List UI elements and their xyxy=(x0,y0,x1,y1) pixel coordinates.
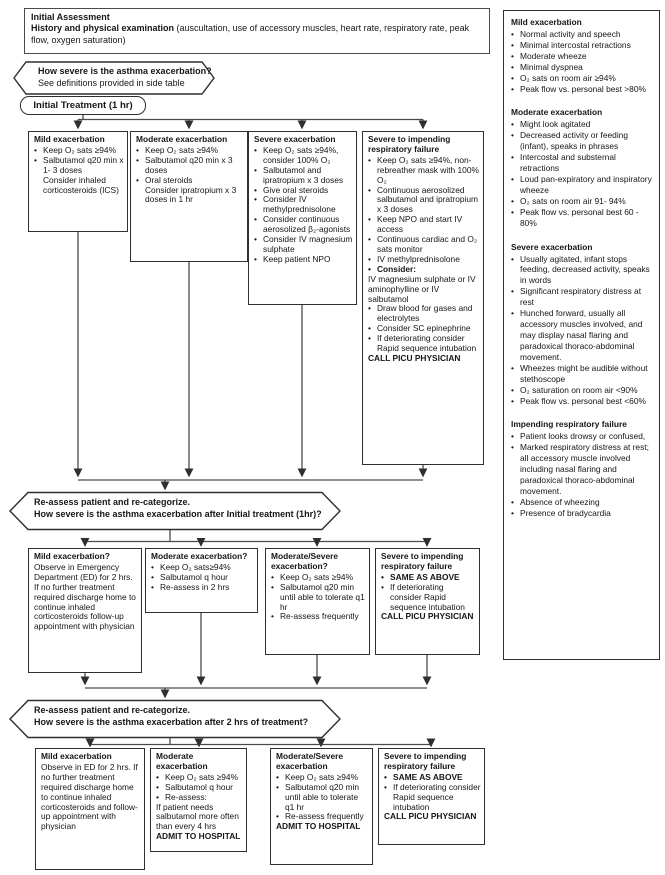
bullet-marker: • xyxy=(156,781,159,792)
box-title: Severe to impending respiratory failure xyxy=(381,551,464,571)
reassess1-line1: Re-assess patient and re-categorize. xyxy=(34,497,191,507)
bullet-item: • Loud pan-expiratory and inspiratory wheeze xyxy=(511,173,652,195)
text-line: CALL PICU PHYSICIAN xyxy=(381,611,474,622)
text-line: CALL PICU PHYSICIAN xyxy=(368,352,461,363)
history-exam-rest: (auscultation, use of accessory muscles, heart rate, respiratory rate, peak flow, oxygen saturation) xyxy=(31,23,470,45)
box-items xyxy=(368,156,480,364)
bullet-marker: • xyxy=(381,571,384,582)
bullet-item: • Keep O₂ sats≥94% xyxy=(151,561,231,572)
text-line: If patient needs salbutamol more often than every 4 hrs xyxy=(156,801,239,832)
bullet-item: • Salbutamol q20 min x 3 doses xyxy=(136,154,233,175)
bullet-item: • Decreased activity or feeding (infant), speaks in phrases xyxy=(511,130,628,152)
bullet-item: • Oral steroids xyxy=(136,174,193,185)
bullet-item: • Consider: xyxy=(368,263,417,274)
bullet-marker: • xyxy=(511,431,514,442)
bullet-item: • Re-assess frequently xyxy=(271,611,359,622)
bullet-item: • Consider continuous aerosolized β₂-agonists xyxy=(254,214,351,235)
bullet-marker: • xyxy=(254,194,257,205)
box-title: Severe to impending respiratory failure xyxy=(384,751,467,771)
bullet-item: • Might look agitated xyxy=(511,119,591,130)
severity-definitions-table xyxy=(503,10,660,660)
initial-treatment-pill xyxy=(20,96,146,115)
bullet-marker: • xyxy=(368,154,371,165)
reassess2-line1: Re-assess patient and re-categorize. xyxy=(34,705,191,715)
bullet-item: • SAME AS ABOVE xyxy=(381,571,460,582)
bullet-item: • Salbutamol q20 min until able to tolerate q1 hr xyxy=(271,581,365,612)
severity-question-line1: How severe is the asthma exacerbation? xyxy=(38,66,212,76)
box-items xyxy=(41,763,141,832)
bullet-item: • SAME AS ABOVE xyxy=(384,771,463,782)
bullet-item: • Hunched forward, usually all accessory muscles involved, and may display nasal flaring and paradoxical thoraco-abdominal movement. xyxy=(511,308,643,362)
bullet-marker: • xyxy=(511,28,514,39)
bullet-item: • Salbutamol q hour xyxy=(151,571,228,582)
bullet-marker: • xyxy=(276,811,279,822)
box-title: Moderate exacerbation? xyxy=(151,551,248,561)
bullet-item: • Salbutamol q20 min until able to tolerate q1 hr xyxy=(276,781,360,812)
bullet-item: • Re-assess in 2 hrs xyxy=(151,581,230,592)
box-items xyxy=(156,773,243,842)
bullet-item: • If deteriorating consider Rapid sequence intubation xyxy=(368,333,477,354)
bullet-marker: • xyxy=(511,173,514,184)
bullet-item: • Keep O₂ sats ≥94% xyxy=(156,771,239,782)
section-title: Severe exacerbation xyxy=(511,241,593,252)
bullet-marker: • xyxy=(511,286,514,297)
bullet-item: • Draw blood for gases and electrolytes xyxy=(368,303,473,324)
box-title: Mild exacerbation xyxy=(41,751,112,761)
initial-assessment-box xyxy=(24,8,490,54)
section-items xyxy=(511,254,654,407)
bullet-marker: • xyxy=(271,611,274,622)
bullet-marker: • xyxy=(511,206,514,217)
text-line: Observe in ED for 2 hrs. If no further treatment required discharge home to continue inhaled corticosteroids and follow-up appointment with physician xyxy=(41,761,138,832)
box-row2-mild xyxy=(28,548,142,673)
definition-section-moderate xyxy=(511,107,654,228)
box-row3-mild xyxy=(35,748,145,870)
bullet-marker: • xyxy=(511,152,514,163)
bullet-marker: • xyxy=(254,214,257,225)
bullet-marker: • xyxy=(511,496,514,507)
text-line: Observe in Emergency Department (ED) for 2 hrs. If no further treatment required discharge home to continue inhaled corticosteroids follow-up appointment with physician xyxy=(34,561,136,632)
box-title: Mild exacerbation? xyxy=(34,551,110,561)
bullet-item: • Peak flow vs. personal best 60 - 80% xyxy=(511,206,639,228)
bullet-marker: • xyxy=(511,253,514,264)
bullet-marker: • xyxy=(511,72,514,83)
bullet-item: • Absence of wheezing xyxy=(511,496,600,507)
box-row2-impending xyxy=(375,548,480,655)
box-title: Moderate exacerbation xyxy=(136,134,228,144)
text-line: ADMIT TO HOSPITAL xyxy=(156,831,241,842)
section-items xyxy=(511,119,654,228)
bullet-marker: • xyxy=(511,362,514,373)
bullet-marker: • xyxy=(511,39,514,50)
bullet-item: • Keep O₂ sats ≥94%, consider 100% O₂ xyxy=(254,144,339,165)
section-title: Moderate exacerbation xyxy=(511,107,603,118)
box-title: Severe to impending respiratory failure xyxy=(368,134,451,154)
bullet-marker: • xyxy=(511,50,514,61)
bullet-item: • Keep O₂ sats ≥94% xyxy=(271,571,354,582)
bullet-marker: • xyxy=(254,164,257,175)
bullet-item: • Moderate wheeze xyxy=(511,50,587,61)
box-row1-moderate xyxy=(130,131,248,262)
bullet-marker: • xyxy=(136,174,139,185)
bullet-item: • Keep O₂ sats ≥94% xyxy=(276,771,359,782)
bullet-item: • Keep O₂ sats ≥94% xyxy=(136,144,219,155)
text-line: Consider ipratropium x 3 doses in 1 hr xyxy=(145,184,237,205)
box-items xyxy=(151,563,254,593)
bullet-marker: • xyxy=(151,561,154,572)
bullet-item: • Consider SC epinephrine xyxy=(368,323,471,334)
box-title: Moderate exacerbation xyxy=(156,751,208,771)
bullet-marker: • xyxy=(254,144,257,155)
bullet-item: • Significant respiratory distress at rest xyxy=(511,286,642,308)
box-row1-severe xyxy=(248,131,357,305)
section-title: Impending respiratory failure xyxy=(511,419,627,430)
bullet-marker: • xyxy=(276,771,279,782)
bullet-marker: • xyxy=(151,571,154,582)
box-row3-impending xyxy=(378,748,485,845)
section-items xyxy=(511,29,654,95)
bullet-marker: • xyxy=(511,195,514,206)
text-line: IV magnesium sulphate or IV aminophylline or IV salbutamol xyxy=(368,273,476,304)
history-exam-lead: History and physical examination xyxy=(31,23,175,34)
initial-treatment-label: Initial Treatment (1 hr) xyxy=(33,100,133,111)
bullet-item: • Patient looks drowsy or confused, xyxy=(511,431,646,442)
bullet-item: • Consider IV methylprednisolone xyxy=(254,194,336,215)
bullet-item: • If deteriorating consider Rapid sequence intubation xyxy=(381,581,465,612)
text-line: Consider inhaled corticosteroids (ICS) xyxy=(43,174,119,195)
bullet-marker: • xyxy=(511,119,514,130)
initial-assessment-text xyxy=(31,23,483,46)
bullet-item: • Continuous cardiac and O₂ sats monitor xyxy=(368,234,478,254)
bullet-marker: • xyxy=(368,214,371,225)
bullet-marker: • xyxy=(368,234,371,245)
bullet-marker: • xyxy=(368,303,371,314)
bullet-marker: • xyxy=(381,581,384,592)
bullet-item: • Minimal dyspnea xyxy=(511,61,583,72)
bullet-marker: • xyxy=(511,308,514,319)
box-row2-moderate xyxy=(145,548,258,613)
bullet-item: • O₂ sats on room air ≥94% xyxy=(511,72,616,83)
bullet-marker: • xyxy=(34,154,37,165)
bullet-marker: • xyxy=(511,395,514,406)
box-row1-impending xyxy=(362,131,484,465)
bullet-marker: • xyxy=(384,771,387,782)
bullet-marker: • xyxy=(156,771,159,782)
bullet-marker: • xyxy=(254,184,257,195)
bullet-marker: • xyxy=(156,791,159,802)
box-title: Mild exacerbation xyxy=(34,134,105,144)
bullet-marker: • xyxy=(368,184,371,195)
bullet-item: • Salbutamol and ipratropium x 3 doses xyxy=(254,164,344,185)
box-items xyxy=(136,146,244,205)
reassess1-hexagon xyxy=(10,492,340,530)
bullet-item: • IV methylprednisolone xyxy=(368,253,460,264)
initial-assessment-title: Initial Assessment xyxy=(31,12,110,22)
bullet-item: • Re-assess: xyxy=(156,791,207,802)
box-title: Severe exacerbation xyxy=(254,134,336,144)
bullet-item: • Keep O₂ sats ≥94% xyxy=(34,144,117,155)
bullet-item: • Give oral steroids xyxy=(254,184,329,195)
bullet-item: • O₂ sats on room air 91- 94% xyxy=(511,195,626,206)
bullet-item: • Presence of bradycardia xyxy=(511,507,611,518)
bullet-marker: • xyxy=(511,384,514,395)
bullet-marker: • xyxy=(368,333,371,344)
box-items xyxy=(254,146,353,265)
bullet-item: • If deteriorating consider Rapid sequence intubation xyxy=(384,781,481,812)
box-row3-moderate-severe xyxy=(270,748,373,865)
bullet-marker: • xyxy=(368,263,371,274)
bullet-item: • Continuous aerosolized salbutamol and ipratropium x 3 doses xyxy=(368,184,479,215)
definition-section-mild xyxy=(511,17,654,94)
bullet-item: • Salbutamol q hour xyxy=(156,781,233,792)
box-items xyxy=(384,773,481,823)
bullet-item: • Usually agitated, infant stops feeding, decreased activity, speaks in words xyxy=(511,253,650,286)
bullet-item: • Re-assess frequently xyxy=(276,811,364,822)
bullet-item: • Peak flow vs. personal best <60% xyxy=(511,395,646,406)
text-line: CALL PICU PHYSICIAN xyxy=(384,811,477,822)
bullet-marker: • xyxy=(384,781,387,792)
reassess2-line2: How severe is the asthma exacerbation after 2 hrs of treatment? xyxy=(34,717,309,728)
box-items xyxy=(276,773,369,832)
bullet-marker: • xyxy=(511,61,514,72)
severity-question-hexagon xyxy=(14,62,214,94)
bullet-marker: • xyxy=(368,323,371,334)
reassess2-hexagon xyxy=(10,700,340,738)
box-items xyxy=(34,563,138,632)
bullet-item: • Keep NPO and start IV access xyxy=(368,214,463,235)
box-items xyxy=(271,573,366,623)
bullet-marker: • xyxy=(254,253,257,264)
section-title: Mild exacerbation xyxy=(511,17,582,27)
box-row1-mild xyxy=(28,131,128,232)
bullet-marker: • xyxy=(136,154,139,165)
bullet-item: • Intercostal and substernal retractions xyxy=(511,152,616,174)
bullet-marker: • xyxy=(511,442,514,453)
box-row3-moderate xyxy=(150,748,247,852)
definition-section-severe xyxy=(511,242,654,407)
bullet-marker: • xyxy=(511,130,514,141)
bullet-marker: • xyxy=(511,507,514,518)
bullet-item: • Minimal intercostal retractions xyxy=(511,39,631,50)
bullet-marker: • xyxy=(136,144,139,155)
bullet-marker: • xyxy=(271,571,274,582)
section-items xyxy=(511,431,654,518)
bullet-item: • Marked respiratory distress at rest; all accessory muscle involved including nasal flaring and paradoxical thoraco-abdominal movement. xyxy=(511,442,649,496)
bullet-item: • O₂ saturation on room air <90% xyxy=(511,384,638,395)
box-items xyxy=(381,573,476,623)
box-row2-moderate-severe xyxy=(265,548,370,655)
definition-section-impending xyxy=(511,419,654,518)
bullet-item: • Keep patient NPO xyxy=(254,253,331,264)
bullet-item: • Wheezes might be audible without stethoscope xyxy=(511,362,648,384)
bullet-marker: • xyxy=(271,581,274,592)
reassess1-line2: How severe is the asthma exacerbation after Initial treatment (1hr)? xyxy=(34,509,322,520)
severity-question-line2: See definitions provided in side table xyxy=(38,78,185,89)
bullet-marker: • xyxy=(368,253,371,264)
bullet-marker: • xyxy=(34,144,37,155)
box-items xyxy=(34,146,124,196)
text-line: ADMIT TO HOSPITAL xyxy=(276,821,361,832)
box-title: Moderate/Severe exacerbation xyxy=(276,751,344,771)
bullet-item: • Normal activity and speech xyxy=(511,28,621,39)
box-title: Moderate/Severe exacerbation? xyxy=(271,551,339,571)
bullet-marker: • xyxy=(511,83,514,94)
bullet-item: • Peak flow vs. personal best >80% xyxy=(511,83,646,94)
bullet-marker: • xyxy=(254,234,257,245)
bullet-item: • Consider IV magnesium sulphate xyxy=(254,234,353,254)
bullet-item: • Salbutamol q20 min x 1- 3 doses xyxy=(34,154,124,175)
bullet-item: • Keep O₂ sats ≥94%, non-rebreather mask with 100% O₂ xyxy=(368,154,479,185)
bullet-marker: • xyxy=(276,781,279,792)
bullet-marker: • xyxy=(151,581,154,592)
